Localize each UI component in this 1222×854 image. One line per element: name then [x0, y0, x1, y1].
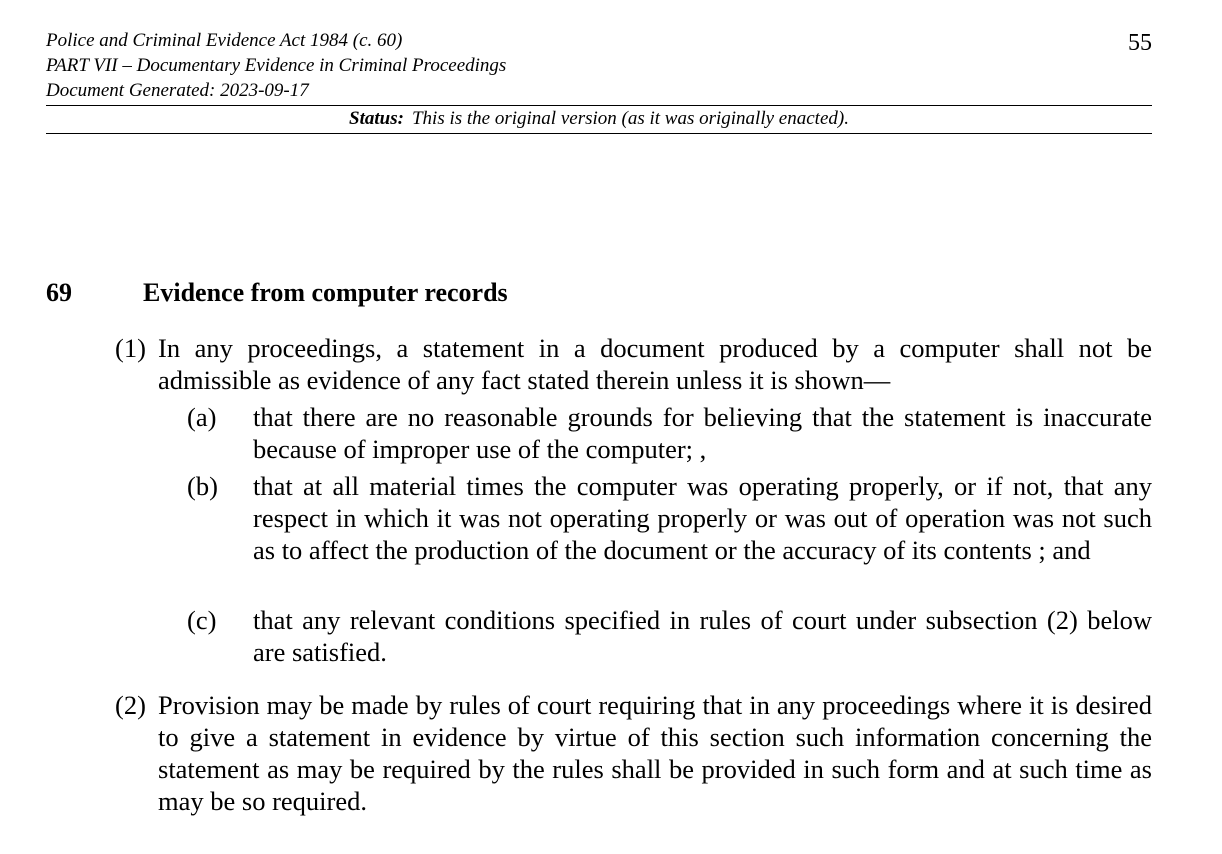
status-text: This is the original version (as it was originally enacted).: [411, 108, 849, 129]
paragraph-label: (c): [187, 605, 217, 635]
running-header: [46, 28, 1152, 103]
part-title: PART VII – Documentary Evidence in Criminal Proceedings: [46, 55, 507, 76]
subsection-1: [115, 332, 1152, 396]
act-title: Police and Criminal Evidence Act 1984 (c. 60): [46, 30, 403, 51]
subsection-number: (2): [115, 690, 146, 720]
header-rule-bottom: [46, 133, 1152, 134]
page-number: 55: [1128, 30, 1152, 56]
paragraph-text: that there are no reasonable grounds for believing that the statement is inaccurate because of improper use of the computer; ,: [253, 402, 1152, 464]
section-title: Evidence from computer records: [143, 278, 508, 307]
subsection-text: In any proceedings, a statement in a document produced by a computer shall not be admissible as evidence of any fact stated therein unless it is shown—: [158, 333, 1152, 395]
status-line: [46, 106, 1152, 132]
subsection-text: Provision may be made by rules of court requiring that in any proceedings where it is desired to give a statement in evidence by virtue of this section such information concerning the statement as may be required by the rules shall be provided in such form and at such time as may be so required.: [158, 690, 1152, 816]
paragraph-c: [187, 604, 1152, 668]
section-number: 69: [46, 278, 72, 307]
generated-date: Document Generated: 2023-09-17: [46, 80, 309, 101]
paragraph-a: [187, 401, 1152, 465]
subsection-number: (1): [115, 333, 146, 363]
paragraph-label: (b): [187, 471, 218, 501]
paragraph-b: [187, 470, 1152, 566]
subsection-2: [115, 689, 1152, 817]
paragraph-label: (a): [187, 402, 217, 432]
paragraph-text: that any relevant conditions specified in rules of court under subsection (2) below are satisfied.: [253, 605, 1152, 667]
paragraph-text: that at all material times the computer was operating properly, or if not, that any respect in which it was not operating properly or was out of operation was not such as to affect the production of the document or the accuracy of its contents ; and: [253, 471, 1152, 565]
status-label: Status:: [349, 108, 404, 129]
